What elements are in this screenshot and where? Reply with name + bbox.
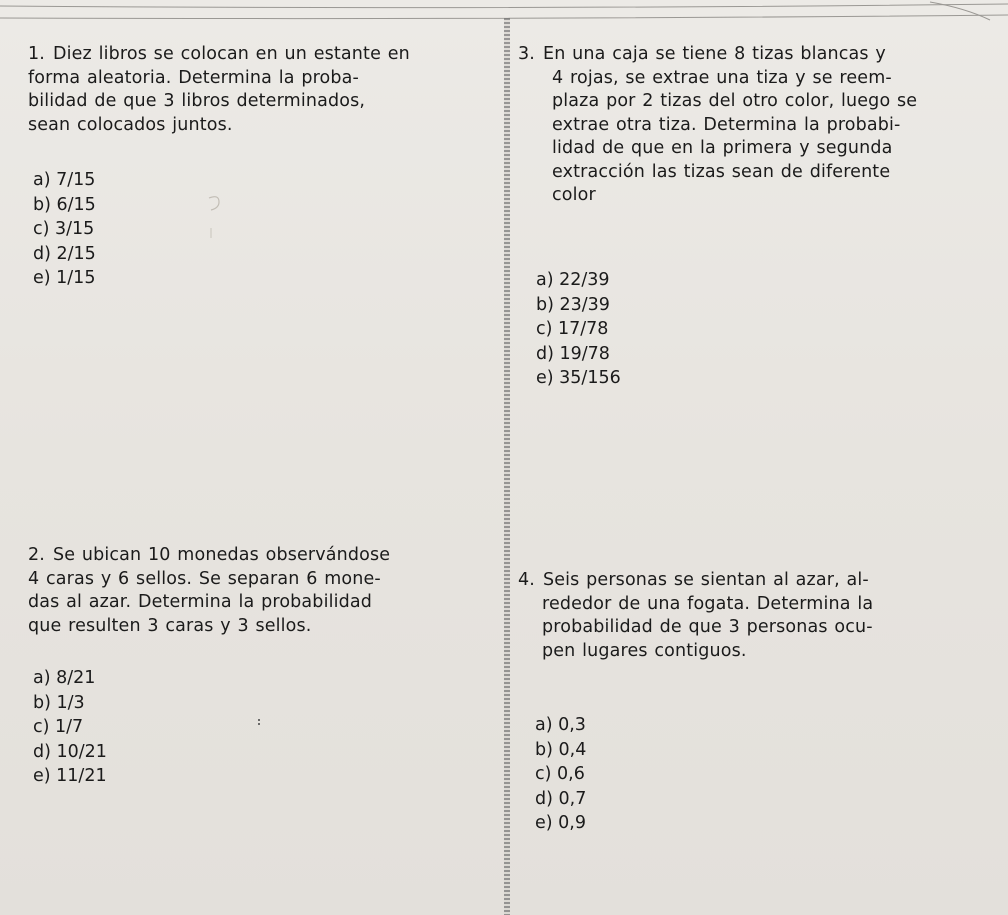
problem-2-options [33,666,107,789]
problem-3-number: 3. [518,44,535,64]
answer-option[interactable]: d) 10/21 [33,741,107,762]
problem-4-line: rededor de una fogata. Determina la [542,593,874,614]
problem-1-line-text: Diez libros se colocan en un estante en [53,44,410,64]
problem-2-number: 2. [28,545,45,565]
answer-option[interactable]: e) 11/21 [33,766,107,786]
problem-2-line: das al azar. Determina la probabilidad [28,592,372,612]
problem-4-line: probabilidad de que 3 personas ocu- [542,617,873,637]
problem-3-line-text: En una caja se tiene 8 tizas blancas y [543,44,886,64]
problem-2-line: que resulten 3 caras y 3 sellos. [28,615,312,636]
problem-3 [518,43,998,208]
answer-option[interactable]: b) 0,4 [535,739,587,760]
problem-4-line [518,569,998,593]
problem-2-statement [28,544,498,638]
problem-3-line: plaza por 2 tizas del otro color, luego se [552,91,918,111]
problem-1-line: sean colocados juntos. [28,114,233,135]
pencil-dot-mark [256,718,262,731]
problem-2-line [28,544,498,568]
problem-2-line-text: Se ubican 10 monedas observándose [53,545,391,565]
answer-option[interactable]: c) 17/78 [536,319,609,339]
pencil-mark [205,192,229,246]
problem-3-line [518,43,998,67]
problem-3-line: extrae otra tiza. Determina la probabi- [552,114,901,135]
problem-4-statement [518,569,998,663]
answer-option[interactable]: c) 1/7 [33,717,84,737]
column-divider [504,18,510,915]
problem-3-line: 4 rojas, se extrae una tiza y se reem- [552,67,892,88]
problem-4-line-text: Seis personas se sientan al azar, al- [543,570,869,590]
answer-option[interactable]: d) 2/15 [33,243,96,264]
answer-option[interactable]: c) 3/15 [33,219,95,239]
answer-option[interactable]: e) 1/15 [33,268,96,288]
problem-3-line: extracción las tizas sean de diferente [552,161,891,182]
problem-1-line: bilidad de que 3 libros determinados, [28,91,366,111]
problem-2 [28,544,498,638]
problem-3-statement [518,43,998,208]
answer-option[interactable]: b) 23/39 [536,294,610,315]
answer-option[interactable]: e) 35/156 [536,368,621,388]
problem-3-options [536,268,621,391]
problem-1-line [28,43,498,67]
answer-option[interactable]: a) 7/15 [33,170,96,190]
answer-option[interactable]: e) 0,9 [535,813,586,833]
problem-1-line: forma aleatoria. Determina la proba- [28,67,360,88]
answer-option[interactable]: c) 0,6 [535,764,585,784]
problem-1 [28,43,498,137]
answer-option[interactable]: b) 6/15 [33,194,96,215]
problem-1-statement [28,43,498,137]
problem-3-line: lidad de que en la primera y segunda [552,138,893,158]
problem-4-line: pen lugares contiguos. [542,640,747,661]
problem-1-options [33,168,96,291]
problem-3-line: color [552,185,596,205]
answer-option[interactable]: a) 22/39 [536,270,610,290]
problem-4-options [535,713,586,836]
answer-option[interactable]: d) 0,7 [535,788,587,809]
answer-option[interactable]: d) 19/78 [536,343,610,364]
problem-4 [518,569,998,663]
answer-option[interactable]: a) 8/21 [33,668,96,688]
problem-1-number: 1. [28,44,45,64]
problem-4-number: 4. [518,570,535,590]
problem-2-line: 4 caras y 6 sellos. Se separan 6 mone- [28,568,381,589]
answer-option[interactable]: a) 0,3 [535,715,586,735]
answer-option[interactable]: b) 1/3 [33,692,85,713]
